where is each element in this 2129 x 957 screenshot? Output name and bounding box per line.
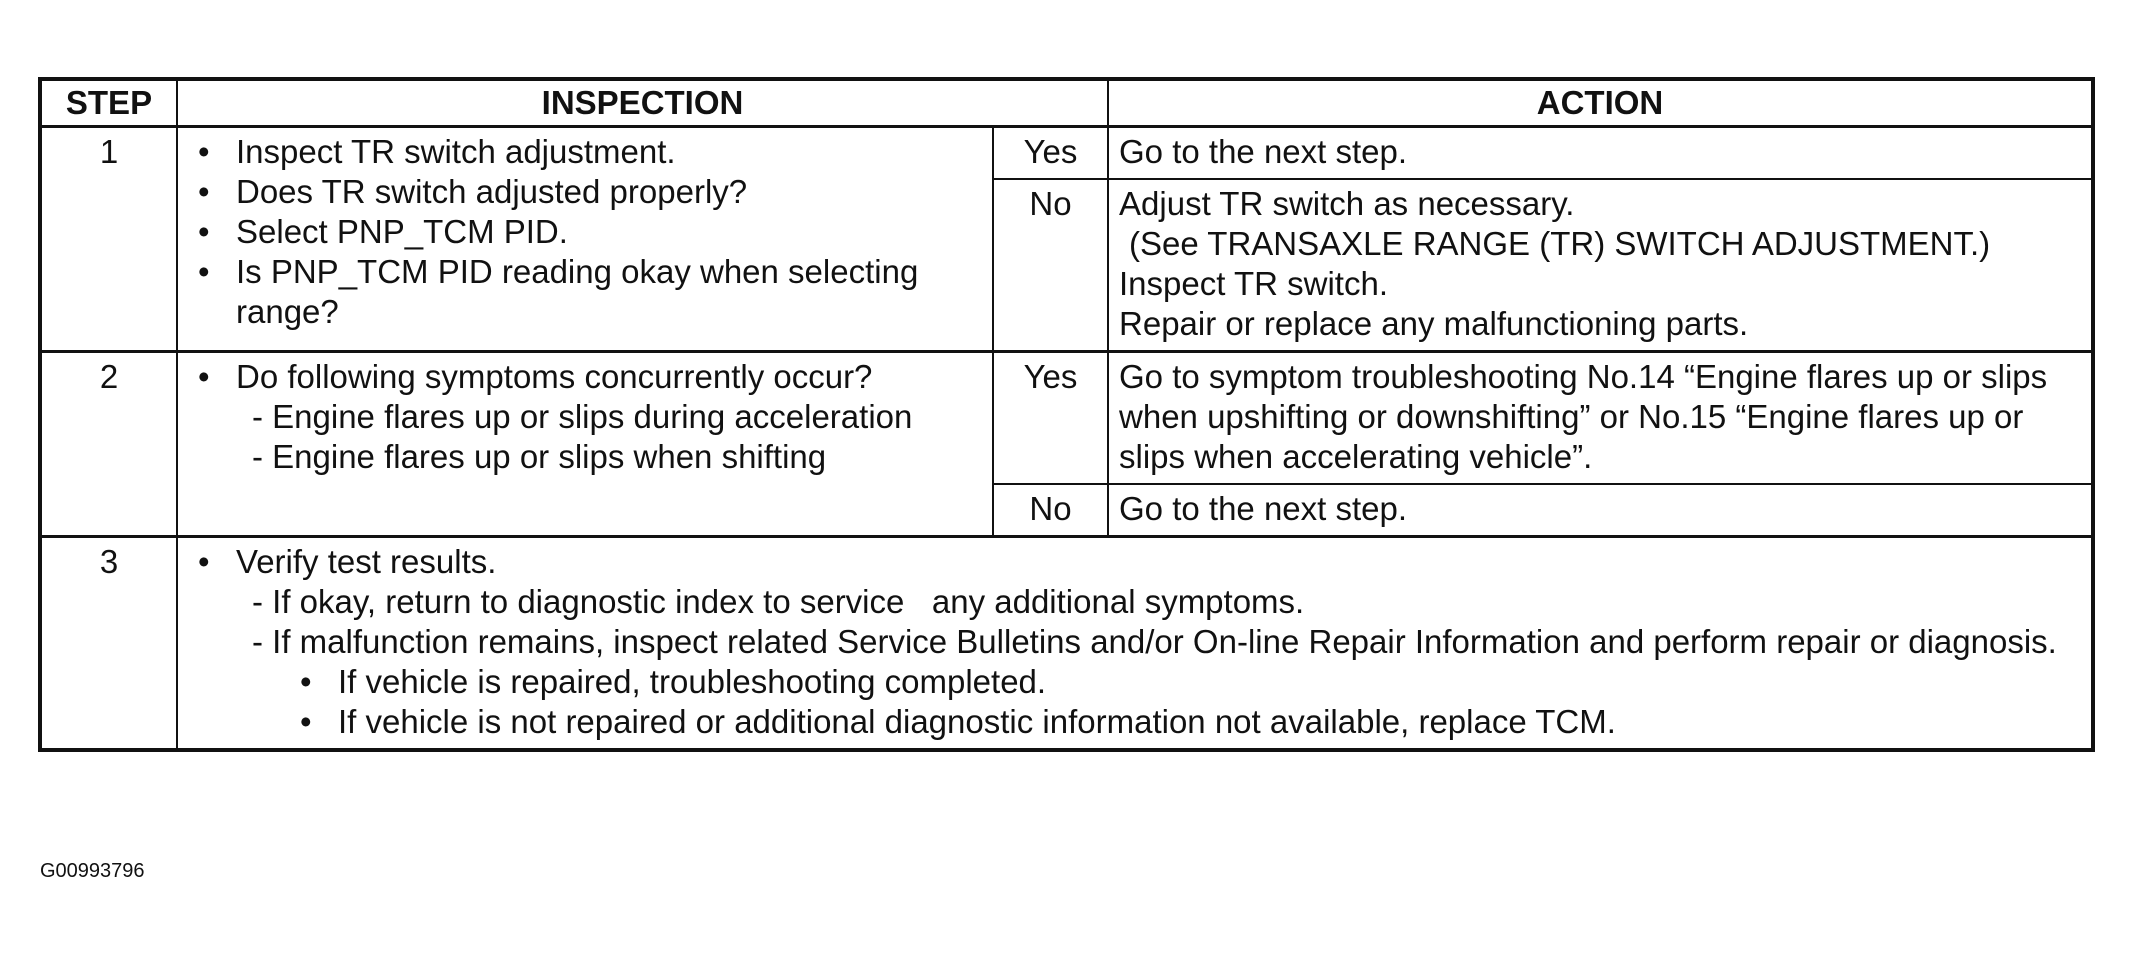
- action-line: Repair or replace any malfunctioning parts.: [1119, 305, 1749, 342]
- step-number: 1: [40, 127, 177, 352]
- bullet-icon: •: [198, 543, 210, 580]
- bullet-icon: •: [198, 133, 210, 170]
- sub-bullet-item: • If vehicle is repaired, troubleshooting completed.: [300, 663, 1047, 700]
- bullet-item: • Inspect TR switch adjustment.: [198, 133, 676, 170]
- bullet-item: • Is PNP_TCM PID reading okay when selecting range?: [198, 253, 919, 330]
- bullet-item: • Does TR switch adjusted properly?: [198, 173, 748, 210]
- dash-item: - Engine flares up or slips during acceleration: [252, 398, 913, 435]
- no-action: [1108, 179, 2093, 352]
- dash-item: - Engine flares up or slips when shifting: [252, 438, 827, 475]
- header-action: ACTION: [1108, 79, 2093, 127]
- bullet-item: • Verify test results.: [198, 543, 497, 580]
- yes-label: Yes: [993, 352, 1108, 485]
- figure-id: G00993796: [40, 860, 145, 882]
- step-3-row: [40, 537, 2093, 751]
- bullet-icon: •: [198, 358, 210, 395]
- no-action: Go to the next step.: [1108, 484, 2093, 537]
- no-label: No: [993, 179, 1108, 352]
- action-line: Inspect TR switch.: [1119, 265, 1388, 302]
- step-1-yes-row: [40, 127, 2093, 180]
- bullet-icon: •: [300, 663, 312, 700]
- step-2-inspection: [177, 352, 993, 537]
- dash-item: - If malfunction remains, inspect related Service Bulletins and/or On-line Repair Information and perform repair or diagnosis.: [252, 623, 2057, 660]
- yes-action: Go to symptom troubleshooting No.14 “Engine flares up or slips when upshifting or downshifting” or No.15 “Engine flares up or slips when accelerating vehicle”.: [1108, 352, 2093, 485]
- bullet-icon: •: [198, 213, 210, 250]
- yes-action: Go to the next step.: [1108, 127, 2093, 180]
- step-2-yes-row: [40, 352, 2093, 485]
- step-number: 3: [40, 537, 177, 751]
- yes-label: Yes: [993, 127, 1108, 180]
- header-row: [40, 79, 2093, 127]
- bullet-item: • Do following symptoms concurrently occur?: [198, 358, 873, 395]
- bullet-icon: •: [198, 253, 210, 290]
- header-step: STEP: [40, 79, 177, 127]
- bullet-item: • Select PNP_TCM PID.: [198, 213, 568, 250]
- step-number: 2: [40, 352, 177, 537]
- dash-item: - If okay, return to diagnostic index to service any additional symptoms.: [252, 583, 1305, 620]
- bullet-icon: •: [300, 703, 312, 740]
- header-inspection: INSPECTION: [177, 79, 1108, 127]
- no-label: No: [993, 484, 1108, 537]
- diagnostic-table: [38, 77, 2095, 752]
- sub-bullet-item: • If vehicle is not repaired or additional diagnostic information not available, replace TCM.: [300, 703, 1616, 740]
- action-line: (See TRANSAXLE RANGE (TR) SWITCH ADJUSTMENT.): [1129, 225, 1991, 262]
- action-line: Adjust TR switch as necessary.: [1119, 185, 1575, 222]
- bullet-icon: •: [198, 173, 210, 210]
- step-3-inspection: [177, 537, 2093, 751]
- step-1-inspection: [177, 127, 993, 352]
